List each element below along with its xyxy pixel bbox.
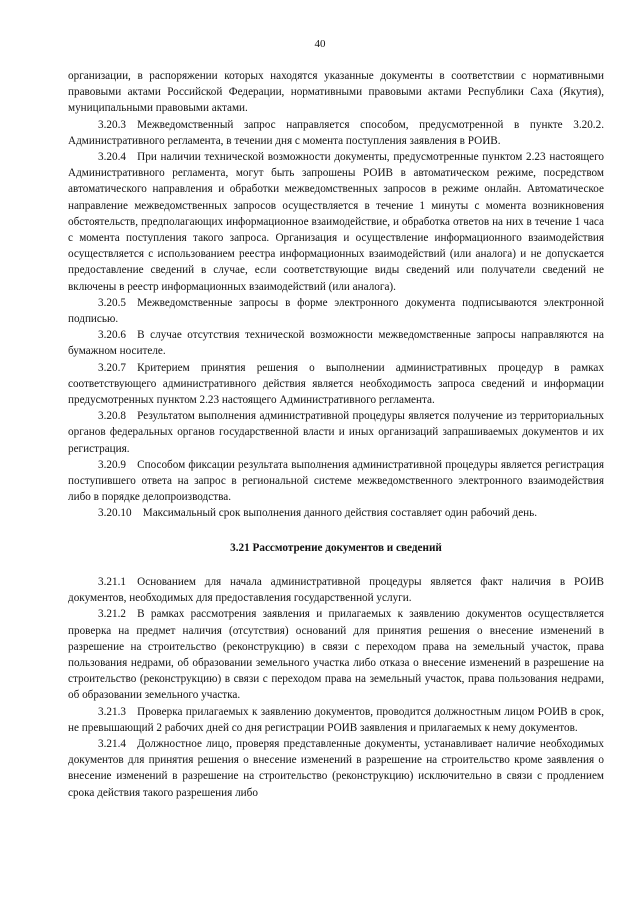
- paragraph: [68, 117, 604, 149]
- paragraph: [68, 327, 604, 359]
- paragraph: [68, 408, 604, 457]
- paragraph-text: При наличии технической возможности документы, предусмотренные пунктом 2.23 настоящего Административного регламента, могут быть запрошены РОИВ в автоматическом режиме, посредством автоматического направления и обработки межведомственных запросов в режиме онлайн. Автоматическое направление межведомственных запросов осуществляется в течение 1 минуты с момента возникновения обстоятельств, предполагающих информационное взаимодействие, и обработка ответов на них в течение 1 часа с момента поступления такого запроса. Организация и осуществление информационного взаимодействия осуществляется с использованием реестра информационных взаимодействий (или аналога) и не допускается предоставление сведений в случае, если соответствующие виды сведений или получатели сведений не включены в реестр информационных взаимодействий (или аналога).: [68, 151, 604, 293]
- paragraph-number: 3.21.3: [98, 705, 126, 718]
- paragraph-number: 3.20.9: [98, 458, 126, 471]
- paragraphs-bottom: [68, 574, 604, 801]
- paragraph-text: организации, в распоряжении которых находятся указанные документы в соответствии с нормативными правовыми актами Российской Федерации, нормативными правовыми актами Республики Саха (Якутия), муниципальными правовыми актами.: [68, 70, 604, 115]
- paragraph-number: 3.20.4: [98, 151, 126, 164]
- paragraph-text: Основанием для начала административной процедуры является факт наличия в РОИВ документов, необходимых для предоставления государственной услуги.: [68, 575, 604, 605]
- paragraph: [68, 606, 604, 703]
- paragraph: [68, 736, 604, 801]
- paragraph: [68, 360, 604, 409]
- paragraph: [68, 574, 604, 606]
- paragraph-text: Максимальный срок выполнения данного действия составляет один рабочий день.: [142, 507, 538, 520]
- paragraph-number: 3.20.7: [98, 361, 126, 374]
- paragraph-number: 3.21.4: [98, 737, 126, 750]
- page-content: [68, 68, 604, 801]
- page-number: 40: [314, 38, 326, 50]
- paragraph-text: Проверка прилагаемых к заявлению документов, проводится должностным лицом РОИВ в срок, не превышающий 2 рабочих дней со дня регистрации РОИВ заявления и прилагаемых к нему документов.: [68, 705, 604, 734]
- paragraph-number: 3.20.6: [98, 329, 126, 342]
- paragraph-number: 3.20.3: [98, 118, 126, 131]
- paragraph-number: 3.21.1: [98, 575, 126, 588]
- paragraph-text: Межведомственный запрос направляется способом, предусмотренной в пункте 3.20.2. Административного регламента, в течении дня с момента поступления заявления в РОИВ.: [68, 118, 604, 147]
- paragraph: [68, 295, 604, 327]
- paragraph-text: Критерием принятия решения о выполнении административных процедур в рамках соответствующего административного действия является необходимость запроса сведений и информации предусмотренных пунктом 2.23 настоящего Административного регламента.: [68, 361, 604, 407]
- paragraph: [68, 68, 604, 117]
- section-heading: 3.21 Рассмотрение документов и сведений: [230, 541, 442, 554]
- paragraph-number: 3.20.10: [98, 507, 132, 520]
- paragraph-number: 3.20.8: [98, 410, 126, 423]
- paragraph: [68, 457, 604, 506]
- paragraph-text: В рамках рассмотрения заявления и прилагаемых к заявлению документов осуществляется проверка на предмет наличия (отсутствия) оснований для принятия решения о внесение изменений в разрешение на строительство (реконструкцию) в связи с переходом права на земельный участок, права пользования недрами, об образовании земельного участка либо отказа о внесение изменений в разрешение на строительство (реконструкцию) в связи с переходом права на земельный участок, права пользования недрами, об образовании земельного участка.: [68, 608, 604, 702]
- paragraph-number: 3.21.2: [98, 608, 126, 621]
- paragraph-text: Должностное лицо, проверяя представленные документы, устанавливает наличие необходимых документов для принятия решения о внесение изменений в разрешение на строительство кроме заявления о внесение изменений в разрешение на строительство (реконструкцию) исключительно в связи с продлением срока действия такого разрешения либо: [68, 737, 604, 799]
- paragraph-text: Межведомственные запросы в форме электронного документа подписываются электронной подписью.: [68, 296, 604, 326]
- paragraph-text: Способом фиксации результата выполнения административной процедуры является регистрация поступившего ответа на запрос в региональной системе межведомственного электронного взаимодействия либо в порядке делопроизводства.: [68, 458, 604, 504]
- paragraph: [68, 704, 604, 736]
- paragraph-text: Результатом выполнения административной процедуры является получение из территориальных органов федеральных органов государственной власти и иных организаций запрашиваемых документов и их регистрация.: [68, 410, 604, 455]
- paragraphs-top: [68, 68, 604, 522]
- paragraph: [68, 149, 604, 295]
- paragraph-number: 3.20.5: [98, 296, 126, 309]
- paragraph: [68, 505, 604, 521]
- paragraph-text: В случае отсутствия технической возможности межведомственные запросы направляются на бумажном носителе.: [68, 329, 604, 358]
